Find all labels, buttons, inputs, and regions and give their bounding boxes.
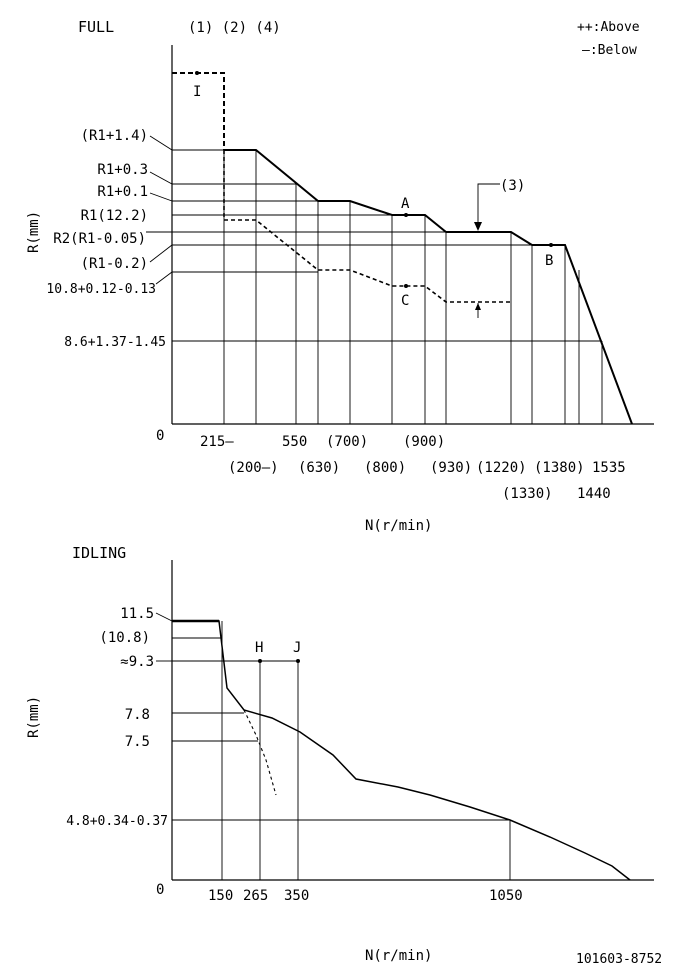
full-x-label-930: (930) [430, 460, 473, 476]
full-x-label-700: (700) [326, 434, 369, 450]
note-3-label: (3) [500, 178, 526, 194]
full-x-label-1330: (1330) [502, 486, 553, 502]
full-y-label-r2: R2(R1-0.05) [53, 231, 146, 247]
full-y-label-r1: R1(12.2) [80, 208, 148, 224]
point-j-marker [296, 659, 300, 663]
idling-y-axis-label: R(mm) [26, 695, 42, 738]
full-label-leaders [146, 136, 172, 284]
idling-y-label-7-5: 7.5 [124, 734, 150, 750]
idling-y-label-9-3: ≈9.3 [120, 654, 154, 670]
legend-above: ++:Above [577, 20, 640, 35]
idling-x-axis-label: N(r/min) [365, 948, 433, 964]
point-b-marker [549, 243, 553, 247]
point-i-marker [195, 71, 199, 75]
note-3-arrow-down [474, 222, 482, 231]
idling-y-label-11-5: 11.5 [120, 606, 154, 622]
full-x-label-215: 215— [200, 434, 234, 450]
idling-label-leaders [156, 613, 172, 661]
full-y-label-r1-minus-0-2: (R1-0.2) [80, 256, 148, 272]
idling-origin-label: 0 [156, 882, 165, 898]
idling-y-labels [99, 606, 154, 750]
full-y-axis-label: R(mm) [26, 210, 42, 253]
point-c-marker [404, 284, 408, 288]
idling-main-curve [172, 621, 630, 880]
full-y-label-r1-plus-1-4: (R1+1.4) [80, 128, 148, 144]
full-upper-curve [224, 150, 632, 424]
full-title: FULL [78, 18, 115, 36]
note-3-arrow-up [475, 303, 481, 310]
full-x-label-1440: 1440 [577, 486, 611, 502]
full-y-labels [53, 128, 148, 272]
full-x-label-1220: (1220) [476, 460, 527, 476]
full-origin-label: 0 [156, 428, 165, 444]
idling-y-label-4-8: 4.8+0.34-0.37 [66, 814, 168, 829]
point-a-marker [404, 213, 408, 217]
full-x-label-630: (630) [298, 460, 341, 476]
point-b-label: B [545, 253, 554, 269]
full-y-label-r1-plus-0-3: R1+0.3 [97, 162, 148, 178]
idling-y-label-7-8: 7.8 [124, 707, 150, 723]
point-h-marker [258, 659, 262, 663]
full-x-label-1535: 1535 [592, 460, 626, 476]
full-x-labels [200, 434, 626, 502]
idling-x-label-150: 150 [208, 888, 234, 904]
full-x-label-800: (800) [364, 460, 407, 476]
full-vertical-lines [224, 150, 602, 424]
document-number: 101603-8752 [576, 952, 663, 967]
point-c-label: C [401, 293, 410, 309]
idling-x-label-350: 350 [284, 888, 310, 904]
full-x-axis-label: N(r/min) [365, 518, 433, 534]
idling-title: IDLING [72, 544, 127, 562]
full-y-label-r1-plus-0-1: R1+0.1 [97, 184, 148, 200]
idling-chart [26, 544, 654, 964]
idling-x-labels [208, 888, 523, 904]
full-y-label-10-8: 10.8+0.12-0.13 [46, 282, 156, 297]
point-j-label: J [293, 640, 302, 656]
full-y-label-8-6: 8.6+1.37-1.45 [64, 335, 166, 350]
idling-reference-lines [172, 638, 510, 820]
full-x-label-200: (200—) [228, 460, 279, 476]
full-x-label-1380: (1380) [534, 460, 585, 476]
idling-y-label-10-8: (10.8) [99, 630, 150, 646]
point-a-label: A [401, 196, 410, 212]
legend-below: —:Below [582, 43, 637, 58]
full-header-notes: (1) (2) (4) [188, 20, 281, 36]
idling-vertical-lines [222, 621, 510, 880]
note-3-leader [478, 184, 500, 222]
idling-x-label-265: 265 [243, 888, 269, 904]
idling-x-label-1050: 1050 [489, 888, 523, 904]
full-chart [26, 18, 654, 534]
full-x-label-900: (900) [403, 434, 446, 450]
full-x-label-550: 550 [282, 434, 308, 450]
point-h-label: H [255, 640, 264, 656]
point-i-label: I [193, 84, 202, 100]
